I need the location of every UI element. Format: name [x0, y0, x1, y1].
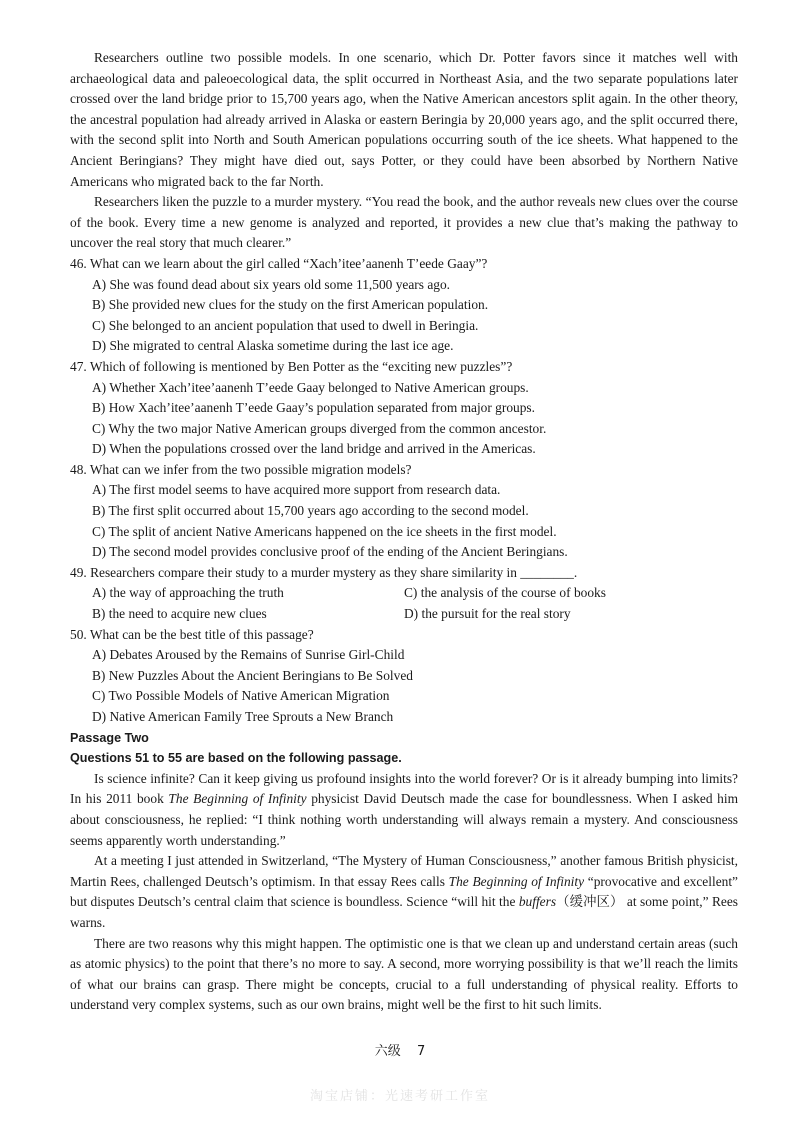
page-number: 7 — [416, 1044, 426, 1059]
page-footer — [0, 1040, 800, 1059]
question-stem: 49. Researchers compare their study to a murder mystery as they share similarity in ________. — [70, 564, 578, 580]
option-a: A) The first model seems to have acquired more support from research data. — [92, 482, 501, 498]
option-a: A) Whether Xach’itee’aanenh T’eede Gaay belonged to Native American groups. — [92, 379, 529, 395]
passage-two-instruction: Questions 51 to 55 are based on the following passage. — [70, 751, 402, 766]
question-stem: 46. What can we learn about the girl called “Xach’itee’aanenh T’eede Gaay”? — [70, 255, 488, 271]
question-stem: 50. What can be the best title of this passage? — [70, 626, 314, 642]
option-b: B) The first split occurred about 15,700 years ago according to the second model. — [92, 503, 529, 519]
option-d: D) Native American Family Tree Sprouts a New Branch — [92, 709, 394, 724]
passage-two-paragraph-3: There are two reasons why this might happen. The optimistic one is that we clean up and understand certain areas (such as atomic physics) to the point that there’s no more to say. A second, more worrying possibility is that we’ll reach the limits of what our brains can grasp. There might be concepts, crucial to a full understanding of physical reality. Efforts to understand very complex systems, such as our own brains, might well be the first to hit such limits. — [70, 935, 738, 1013]
passage-two-paragraph-1: Is science infinite? Can it keep giving us profound insights into the world forever? Or is it already bumping into limits? In his 2011 book The Beginning of Infinity physicist David Deutsch made the case for boundlessness. When I asked him about consciousness, he replied: “I think nothing worth understanding will always remain a mystery. And consciousness seems apparently worth understanding.” — [70, 770, 738, 848]
book-title: The Beginning of Infinity — [448, 873, 585, 889]
document-page — [70, 48, 738, 1016]
option-d: D) the pursuit for the real story — [404, 606, 571, 622]
option-c: C) The split of ancient Native Americans happened on the ice sheets in the first model. — [92, 523, 557, 539]
chinese-gloss: （缓冲区） — [556, 894, 624, 910]
option-d: D) She migrated to central Alaska sometime during the last ice age. — [92, 338, 454, 354]
book-title: The Beginning of Infinity — [168, 791, 307, 807]
passage-one-paragraph-2: Researchers liken the puzzle to a murder mystery. “You read the book, and the author reveals new clues over the course of the book. Every time a new genome is analyzed and reported, it provides a new clue that’s making the pathway to uncover the real story that much clearer.” — [70, 194, 738, 251]
option-c: C) Why the two major Native American groups diverged from the common ancestor. — [92, 420, 547, 436]
passage-two-heading: Passage Two — [70, 730, 149, 745]
option-d: D) The second model provides conclusive proof of the ending of the Ancient Beringians. — [92, 544, 568, 560]
option-a: A) Debates Aroused by the Remains of Sunrise Girl-Child — [92, 647, 405, 663]
option-a: A) She was found dead about six years old some 11,500 years ago. — [92, 276, 450, 292]
question-47 — [70, 357, 738, 460]
option-b: B) How Xach’itee’aanenh T’eede Gaay’s population separated from major groups. — [92, 400, 535, 416]
question-48 — [70, 460, 738, 563]
question-46 — [70, 254, 738, 357]
option-c: C) the analysis of the course of books — [404, 585, 606, 601]
passage-two-paragraph-2: At a meeting I just attended in Switzerland, “The Mystery of Human Consciousness,” another famous British physicist, Martin Rees, challenged Deutsch’s optimism. In that essay Rees calls The Beginning of Infinity “provocative and excellent” but disputes Deutsch’s central claim that science is boundless. Science “will hit the buffers（缓冲区） at some point,” Rees warns. — [70, 853, 739, 930]
option-c: C) Two Possible Models of Native American Migration — [92, 688, 390, 704]
exam-label: 六级 — [374, 1044, 401, 1059]
option-a: A) the way of approaching the truth — [92, 585, 284, 601]
question-stem: 48. What can we infer from the two possible migration models? — [70, 461, 412, 477]
option-b: B) She provided new clues for the study on the first American population. — [92, 297, 489, 313]
passage-one-paragraph-1: Researchers outline two possible models. In one scenario, which Dr. Potter favors since it matches well with archaeological data and paleoecological data, the split occurred in Northeast Asia, and the two separate populations later crossed over the land bridge prior to 15,700 years ago, when the Native American ancestors split again. In the other theory, the ancestral population had already arrived in Alaska or eastern Beringia by 20,000 years ago, and the split occurred there, with the second split into North and South American populations occurring south of the ice sheets. What happened to the Ancient Beringians? They might have died out, says Potter, or they could have been absorbed by Northern Native Americans who migrated back to the far North. — [70, 50, 738, 189]
watermark: 淘宝店铺：光速考研工作室 — [309, 1089, 490, 1104]
option-b: B) New Puzzles About the Ancient Beringians to Be Solved — [92, 667, 413, 683]
option-d: D) When the populations crossed over the land bridge and arrived in the Americas. — [92, 441, 536, 457]
option-b: B) the need to acquire new clues — [92, 606, 267, 622]
question-49 — [70, 563, 738, 625]
term-buffers: buffers — [518, 894, 557, 910]
question-50 — [70, 625, 738, 728]
option-c: C) She belonged to an ancient population that used to dwell in Beringia. — [92, 317, 479, 333]
question-stem: 47. Which of following is mentioned by Ben Potter as the “exciting new puzzles”? — [70, 358, 513, 374]
